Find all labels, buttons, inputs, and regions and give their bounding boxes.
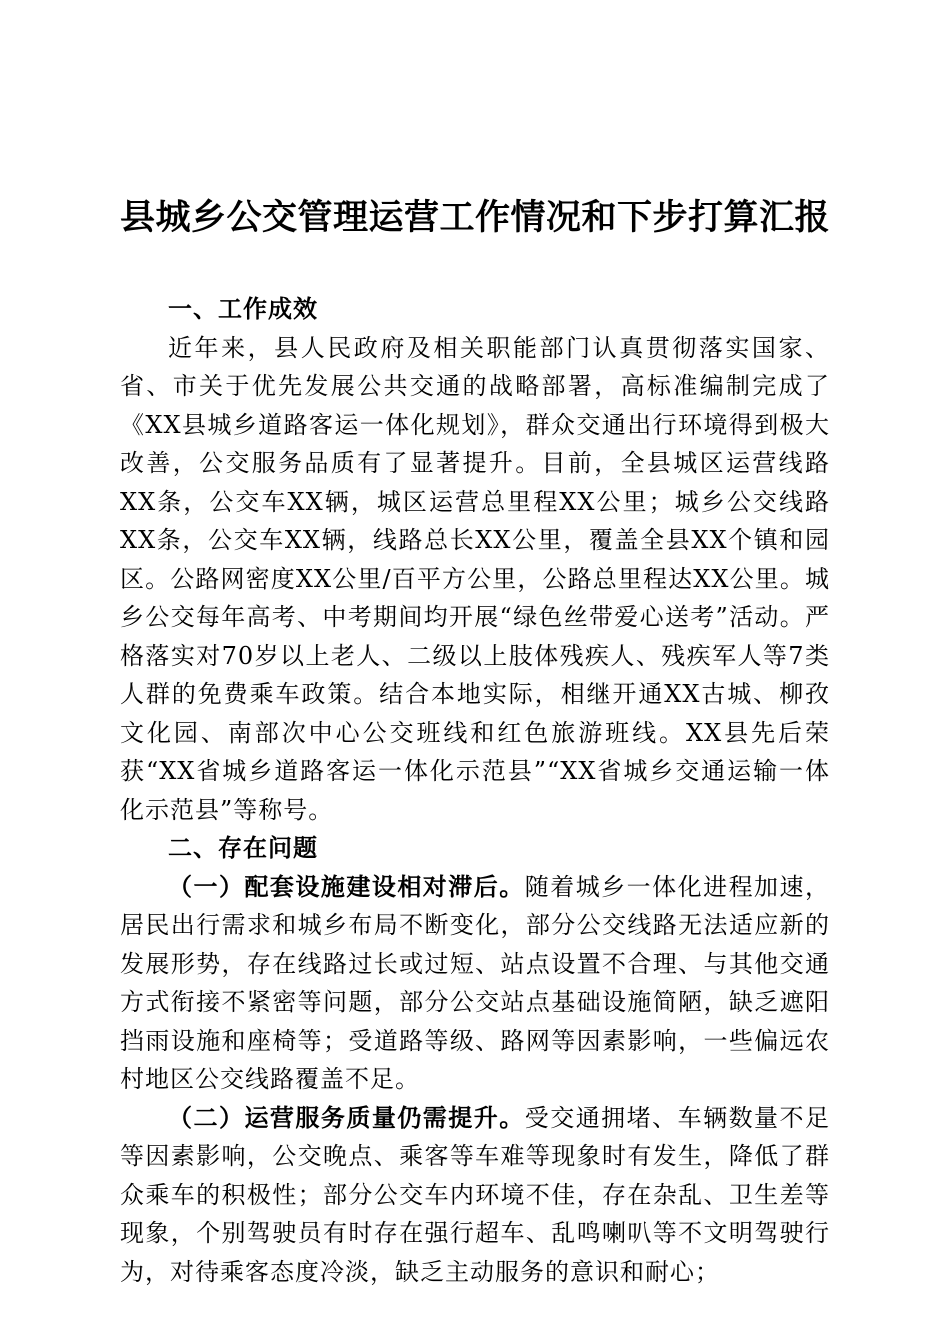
document-body [120,290,830,1291]
paragraph-text: 受交通拥堵、车辆数量不足等因素影响，公交晚点、乘客等车难等现象时有发生，降低了群众乘车的积极性；部分公交车内环境不佳，存在杂乱、卫生差等现象，个别驾驶员有时存在强行超车、乱鸣喇叭等不文明驾驶行为，对待乘客态度冷淡，缺乏主动服务的意识和耐心； [120,1103,831,1286]
paragraph-achievements [120,329,830,830]
paragraph-problem-facilities [120,868,830,1099]
paragraph-lead: （一）配套设施建设相对滞后。 [168,871,525,901]
section-heading-problems: 二、存在问题 [168,834,318,862]
paragraph-text: 近年来，县人民政府及相关职能部门认真贯彻落实国家、省、市关于优先发展公共交通的战略部署，高标准编制完成了《XX县城乡道路客运一体化规划》，群众交通出行环境得到极大改善，公交服务品质有了显著提升。目前，全县城区运营线路XX条，公交车XX辆，城区运营总里程XX公里；城乡公交线路XX条，公交车XX辆，线路总长XX公里，覆盖全县XX个镇和园区。公路网密度XX公里/百平方公里，公路总里程达XX公里。城乡公交每年高考、中考期间均开展“绿色丝带爱心送考”活动。严格落实对70岁以上老人、二级以上肢体残疾人、残疾军人等7类人群的免费乘车政策。结合本地实际，相继开通XX古城、柳孜文化园、南部次中心公交班线和红色旅游班线。XX县先后荣获“XX省城乡道路客运一体化示范县”“XX省城乡交通运输一体化示范县”等称号。 [120,333,830,824]
paragraph-problem-service [120,1099,830,1292]
paragraph-text: 随着城乡一体化进程加速，居民出行需求和城乡布局不断变化，部分公交线路无法适应新的发展形势，存在线路过长或过短、站点设置不合理、与其他交通方式衔接不紧密等问题，部分公交站点基础设施简陋，缺乏遮阳挡雨设施和座椅等；受道路等级、路网等因素影响，一些偏远农村地区公交线路覆盖不足。 [120,872,831,1093]
paragraph-lead: （二）运营服务质量仍需提升。 [168,1102,525,1132]
document-title: 县城乡公交管理运营工作情况和下步打算汇报 [119,197,830,238]
section-heading-achievements: 一、工作成效 [168,295,318,323]
